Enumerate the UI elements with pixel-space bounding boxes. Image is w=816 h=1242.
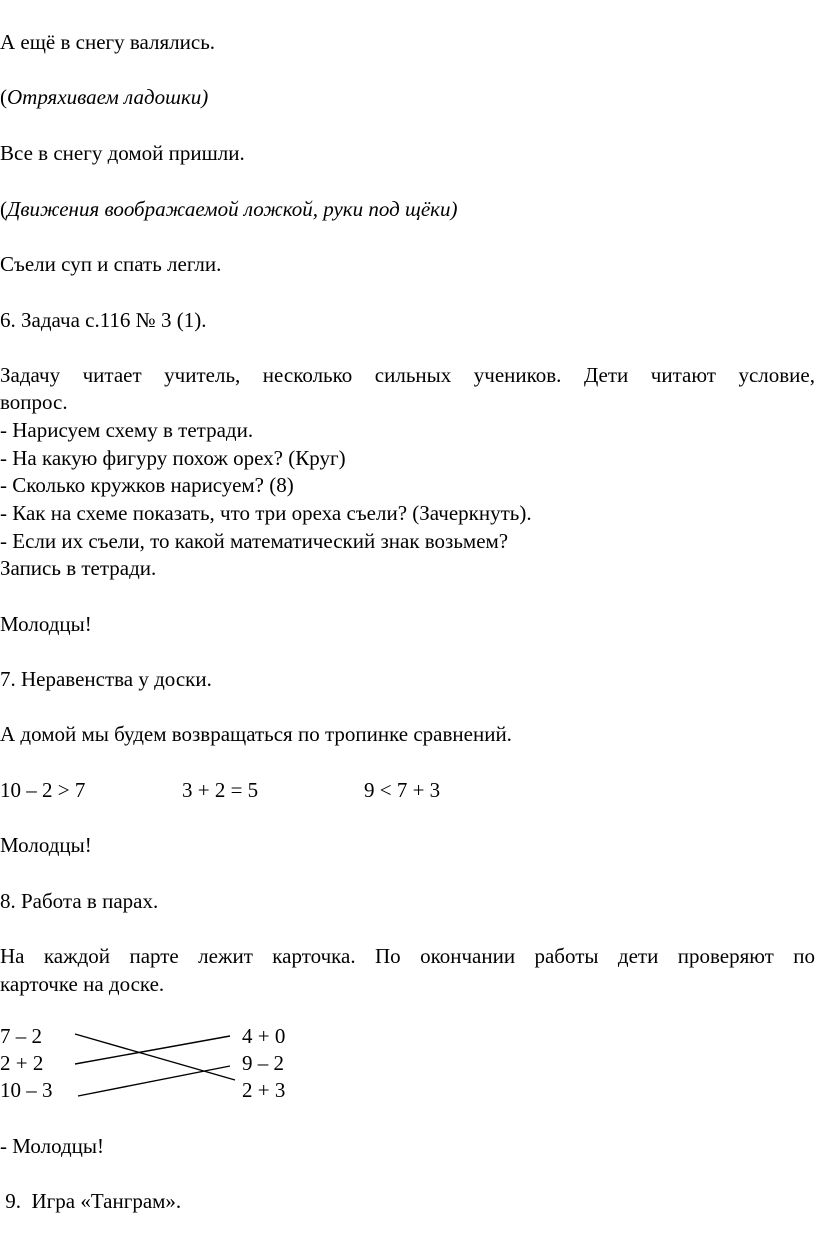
poem-line-2: Все в снегу домой пришли. xyxy=(0,141,245,165)
section-heading-9: 9. Игра «Танграм». xyxy=(0,1189,182,1213)
paragraph-line: На каждой парте лежит карточка. По окончании работы дети проверяют по xyxy=(0,944,815,968)
paragraph-line: карточке на доске. xyxy=(0,972,165,996)
praise-line: Молодцы! xyxy=(0,833,92,857)
dialog-line: - Нарисуем схему в тетради. xyxy=(0,418,254,442)
dialog-line: - Если их съели, то какой математический знак возьмем? xyxy=(0,529,509,553)
dialog-line: Запись в тетради. xyxy=(0,556,157,580)
praise-line: - Молодцы! xyxy=(0,1134,105,1158)
italic-direction: Отряхиваем ладошки) xyxy=(7,85,209,109)
left-expression: 2 + 2 xyxy=(0,1051,44,1075)
section-heading-7: 7. Неравенства у доски. xyxy=(0,667,212,691)
section-heading-6: 6. Задача с.116 № 3 (1). xyxy=(0,308,207,332)
inequality: 3 + 2 = 5 xyxy=(182,778,259,802)
dialog-line: - Сколько кружков нарисуем? (8) xyxy=(0,473,294,497)
right-expression: 4 + 0 xyxy=(242,1024,286,1048)
dialog-line: - На какую фигуру похож орех? (Круг) xyxy=(0,446,346,470)
inequality: 10 – 2 > 7 xyxy=(0,778,86,802)
paragraph-line: Задачу читает учитель, несколько сильных учеников. Дети читают условие, xyxy=(0,363,815,387)
praise-line: Молодцы! xyxy=(0,612,92,636)
section-heading-8: 8. Работа в парах. xyxy=(0,889,159,913)
left-expression: 10 – 3 xyxy=(0,1078,53,1102)
poem-line-3: Съели суп и спать легли. xyxy=(0,252,222,276)
match-line xyxy=(78,1066,230,1096)
right-expression: 9 – 2 xyxy=(242,1051,284,1075)
italic-direction: Движения воображаемой ложкой, руки под щёки) xyxy=(7,197,458,221)
paren-open: ( xyxy=(0,85,7,109)
inequality: 9 < 7 + 3 xyxy=(364,778,441,802)
left-expression: 7 – 2 xyxy=(0,1024,42,1048)
paragraph-line: А домой мы будем возвращаться по тропинке сравнений. xyxy=(0,722,512,746)
match-line xyxy=(75,1034,235,1080)
dialog-line: - Как на схеме показать, что три ореха съели? (Зачеркнуть). xyxy=(0,501,532,525)
right-expression: 2 + 3 xyxy=(242,1078,286,1102)
poem-line-1: А ещё в снегу валялись. xyxy=(0,30,216,54)
paren-open: ( xyxy=(0,197,7,221)
paragraph-line: вопрос. xyxy=(0,390,68,414)
